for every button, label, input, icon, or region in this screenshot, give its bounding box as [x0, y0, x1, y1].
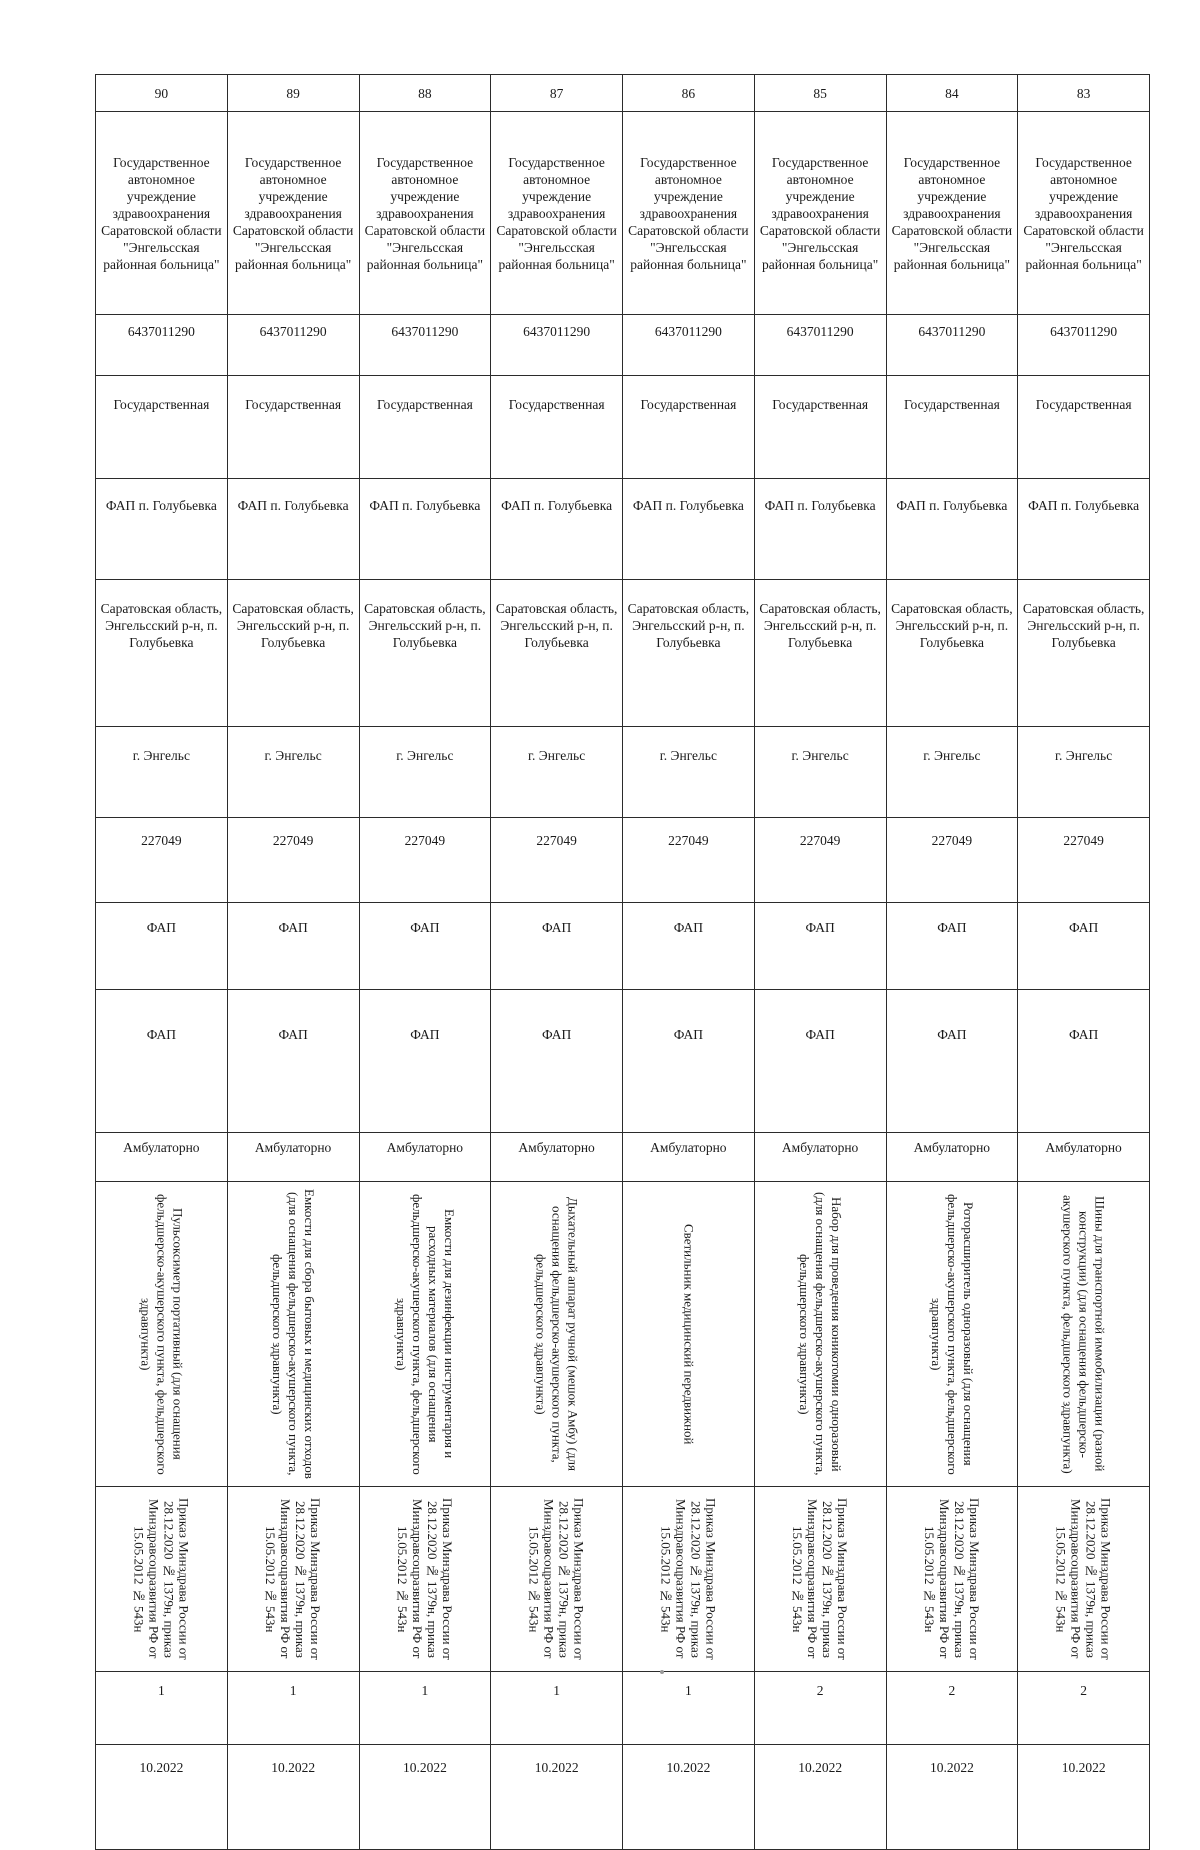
- date-text: 10.2022: [666, 1760, 711, 1775]
- legal-basis-text: Приказ Минздрава России от 28.12.2020 № 1379н, приказ Минздравсоцразвития РФ от 15.05.2012 № 543н: [263, 1498, 324, 1660]
- address-cell: [886, 580, 1018, 727]
- quantity-text: 1: [553, 1683, 560, 1698]
- code-cell: [623, 818, 755, 903]
- table-row: [96, 75, 1150, 112]
- equipment-name-cell: [96, 1182, 228, 1487]
- organization-text: Государственное автономное учреждение здравоохранения Саратовской области "Энгельсская районная больница": [101, 154, 222, 272]
- legal-basis-cell: [1018, 1487, 1150, 1672]
- inn-cell: [754, 315, 886, 376]
- row-number-text: 90: [154, 85, 169, 101]
- organization-text: Государственное автономное учреждение здравоохранения Саратовской области "Энгельсская районная больница": [628, 154, 749, 272]
- date-text: 10.2022: [139, 1760, 184, 1775]
- facility-text: ФАП п. Голубьевка: [632, 498, 744, 513]
- legal-basis-cell: [623, 1487, 755, 1672]
- unit-text: ФАП: [937, 1027, 967, 1042]
- facility-type-cell: [1018, 903, 1150, 990]
- organization-cell: [623, 112, 755, 315]
- unit-cell: [227, 990, 359, 1133]
- date-text: 10.2022: [1061, 1760, 1106, 1775]
- equipment-name-cell: [491, 1182, 623, 1487]
- city-cell: [491, 727, 623, 818]
- facility-text: ФАП п. Голубьевка: [105, 498, 217, 513]
- address-cell: [623, 580, 755, 727]
- equipment-name-cell: [1018, 1182, 1150, 1487]
- facility-text: ФАП п. Голубьевка: [369, 498, 481, 513]
- inn-text: 6437011290: [127, 324, 195, 339]
- legal-basis-text: Приказ Минздрава России от 28.12.2020 № 1379н, приказ Минздравсоцразвития РФ от 15.05.2012 № 543н: [921, 1498, 982, 1660]
- row-number-cell: [96, 75, 228, 112]
- ownership-text: Государственная: [508, 397, 605, 412]
- inn-text: 6437011290: [654, 324, 722, 339]
- care-mode-text: Амбулаторно: [386, 1140, 464, 1155]
- facility-text: ФАП п. Голубьевка: [237, 498, 349, 513]
- equipment-name-text: Роторасширитель одноразовый (для оснащения фельдшерско-акушерского пункта, фельдшерского здравпункта): [928, 1193, 976, 1475]
- row-number-cell: [886, 75, 1018, 112]
- facility-type-cell: [491, 903, 623, 990]
- table-row: [96, 818, 1150, 903]
- unit-cell: [1018, 990, 1150, 1133]
- address-text: Саратовская область, Энгельсский р-н, п. Голубьевка: [1022, 601, 1145, 650]
- code-cell: [886, 818, 1018, 903]
- table-row: [96, 479, 1150, 580]
- scanned-page: [95, 74, 1150, 1775]
- ownership-cell: [491, 376, 623, 479]
- legal-basis-text: Приказ Минздрава России от 28.12.2020 № 1379н, приказ Минздравсоцразвития РФ от 15.05.2012 № 543н: [1053, 1498, 1114, 1660]
- unit-cell: [359, 990, 491, 1133]
- date-cell: [96, 1745, 228, 1850]
- facility-type-text: ФАП: [278, 920, 308, 935]
- code-cell: [754, 818, 886, 903]
- facility-type-text: ФАП: [410, 920, 440, 935]
- date-cell: [754, 1745, 886, 1850]
- address-cell: [754, 580, 886, 727]
- code-text: 227049: [1063, 833, 1104, 848]
- code-text: 227049: [931, 833, 973, 848]
- city-cell: [886, 727, 1018, 818]
- address-cell: [227, 580, 359, 727]
- row-number-text: 85: [813, 85, 827, 101]
- quantity-text: 1: [685, 1683, 692, 1698]
- unit-text: ФАП: [410, 1027, 440, 1042]
- table-row: [96, 376, 1150, 479]
- equipment-table: [95, 74, 1150, 1850]
- address-text: Саратовская область, Энгельсский р-н, п. Голубьевка: [100, 601, 223, 650]
- date-cell: [1018, 1745, 1150, 1850]
- facility-type-text: ФАП: [937, 920, 967, 935]
- address-text: Саратовская область, Энгельсский р-н, п. Голубьевка: [627, 601, 750, 650]
- ownership-text: Государственная: [1035, 397, 1132, 412]
- code-text: 227049: [141, 833, 182, 848]
- facility-cell: [754, 479, 886, 580]
- quantity-cell: [491, 1672, 623, 1745]
- inn-text: 6437011290: [523, 324, 591, 339]
- city-cell: [1018, 727, 1150, 818]
- care-mode-cell: [359, 1133, 491, 1182]
- city-cell: [623, 727, 755, 818]
- facility-type-cell: [754, 903, 886, 990]
- table-row: [96, 903, 1150, 990]
- equipment-name-text: Емкости для дезинфекции инструментария и расходных материалов (для оснащения фельдшерско-акушерского пункта, фельдшерского здравпункта): [393, 1193, 457, 1475]
- date-text: 10.2022: [929, 1760, 974, 1775]
- inn-cell: [623, 315, 755, 376]
- quantity-text: 2: [816, 1683, 824, 1698]
- city-text: г. Энгельс: [132, 748, 190, 763]
- address-text: Саратовская область, Энгельсский р-н, п. Голубьевка: [759, 601, 881, 650]
- organization-text: Государственное автономное учреждение здравоохранения Саратовской области "Энгельсская районная больница": [232, 154, 354, 272]
- legal-basis-cell: [886, 1487, 1018, 1672]
- unit-cell: [491, 990, 623, 1133]
- address-text: Саратовская область, Энгельсский р-н, п. Голубьевка: [232, 601, 354, 650]
- legal-basis-text: Приказ Минздрава России от 28.12.2020 № 1379н, приказ Минздравсоцразвития РФ от 15.05.2012 № 543н: [658, 1498, 719, 1660]
- city-text: г. Энгельс: [923, 748, 981, 763]
- care-mode-cell: [1018, 1133, 1150, 1182]
- date-text: 10.2022: [271, 1760, 316, 1775]
- unit-cell: [96, 990, 228, 1133]
- care-mode-cell: [886, 1133, 1018, 1182]
- row-number-cell: [227, 75, 359, 112]
- ownership-text: Государственная: [772, 397, 869, 412]
- organization-cell: [754, 112, 886, 315]
- equipment-name-cell: [623, 1182, 755, 1487]
- organization-cell: [359, 112, 491, 315]
- row-number-text: 88: [418, 85, 432, 101]
- facility-type-text: ФАП: [146, 920, 177, 935]
- facility-cell: [623, 479, 755, 580]
- facility-cell: [227, 479, 359, 580]
- inn-cell: [359, 315, 491, 376]
- city-text: г. Энгельс: [396, 748, 454, 763]
- facility-cell: [886, 479, 1018, 580]
- organization-cell: [1018, 112, 1150, 315]
- row-number-text: 87: [549, 85, 564, 101]
- row-number-text: 84: [945, 85, 959, 101]
- unit-cell: [754, 990, 886, 1133]
- row-number-cell: [1018, 75, 1150, 112]
- care-mode-cell: [227, 1133, 359, 1182]
- equipment-name-cell: [754, 1182, 886, 1487]
- unit-text: ФАП: [673, 1027, 704, 1042]
- legal-basis-text: Приказ Минздрава России от 28.12.2020 № 1379н, приказ Минздравсоцразвития РФ от 15.05.2012 № 543н: [790, 1498, 851, 1660]
- unit-text: ФАП: [146, 1027, 177, 1042]
- quantity-cell: [623, 1672, 755, 1745]
- table-row: [96, 990, 1150, 1133]
- organization-text: Государственное автономное учреждение здравоохранения Саратовской области "Энгельсская районная больница": [496, 154, 617, 272]
- legal-basis-cell: [96, 1487, 228, 1672]
- table-row: [96, 315, 1150, 376]
- legal-basis-cell: [359, 1487, 491, 1672]
- ownership-cell: [359, 376, 491, 479]
- care-mode-cell: [754, 1133, 886, 1182]
- organization-cell: [886, 112, 1018, 315]
- inn-text: 6437011290: [918, 324, 986, 339]
- table-row: [96, 1487, 1150, 1672]
- inn-text: 6437011290: [1050, 324, 1118, 339]
- inn-text: 6437011290: [391, 324, 459, 339]
- address-text: Саратовская область, Энгельсский р-н, п. Голубьевка: [495, 601, 618, 650]
- date-cell: [886, 1745, 1018, 1850]
- facility-type-cell: [886, 903, 1018, 990]
- date-cell: [491, 1745, 623, 1850]
- code-cell: [227, 818, 359, 903]
- facility-cell: [96, 479, 228, 580]
- date-cell: [359, 1745, 491, 1850]
- unit-cell: [623, 990, 755, 1133]
- row-number-text: 86: [681, 85, 696, 101]
- legal-basis-text: Приказ Минздрава России от 28.12.2020 № 1379н, приказ Минздравсоцразвития РФ от 15.05.2012 № 543н: [526, 1498, 587, 1660]
- equipment-name-text: Набор для проведения коникотомии одноразовый (для оснащения фельдшерско-акушерского пункта, фельдшерского здравпункта): [797, 1192, 845, 1476]
- address-text: Саратовская область, Энгельсский р-н, п. Голубьевка: [891, 601, 1013, 650]
- facility-text: ФАП п. Голубьевка: [1028, 498, 1140, 513]
- care-mode-text: Амбулаторно: [913, 1140, 991, 1155]
- equipment-name-text: Пульсоксиметр портативный (для оснащения фельдшерско-акушерского пункта, фельдшерского здравпункта): [138, 1193, 186, 1475]
- quantity-cell: [1018, 1672, 1150, 1745]
- scan-speck: [660, 1670, 664, 1674]
- care-mode-text: Амбулаторно: [123, 1140, 200, 1155]
- inn-text: 6437011290: [259, 324, 327, 339]
- ownership-cell: [227, 376, 359, 479]
- quantity-text: 2: [1080, 1683, 1087, 1698]
- care-mode-text: Амбулаторно: [781, 1140, 859, 1155]
- code-text: 227049: [536, 833, 577, 848]
- facility-type-text: ФАП: [805, 920, 835, 935]
- organization-cell: [227, 112, 359, 315]
- ownership-text: Государственная: [376, 397, 473, 412]
- city-cell: [227, 727, 359, 818]
- legal-basis-cell: [754, 1487, 886, 1672]
- organization-text: Государственное автономное учреждение здравоохранения Саратовской области "Энгельсская районная больница": [1023, 154, 1144, 272]
- ownership-text: Государственная: [640, 397, 737, 412]
- row-number-cell: [623, 75, 755, 112]
- unit-text: ФАП: [541, 1027, 572, 1042]
- address-cell: [1018, 580, 1150, 727]
- facility-text: ФАП п. Голубьевка: [764, 498, 876, 513]
- row-number-cell: [359, 75, 491, 112]
- row-number-text: 89: [286, 85, 300, 101]
- table-row: [96, 1672, 1150, 1745]
- organization-text: Государственное автономное учреждение здравоохранения Саратовской области "Энгельсская районная больница": [891, 154, 1013, 272]
- inn-cell: [227, 315, 359, 376]
- date-text: 10.2022: [534, 1760, 579, 1775]
- table-row: [96, 1745, 1150, 1850]
- address-text: Саратовская область, Энгельсский р-н, п. Голубьевка: [364, 601, 486, 650]
- quantity-cell: [359, 1672, 491, 1745]
- inn-cell: [96, 315, 228, 376]
- quantity-cell: [886, 1672, 1018, 1745]
- code-cell: [1018, 818, 1150, 903]
- date-text: 10.2022: [798, 1760, 843, 1775]
- unit-text: ФАП: [278, 1027, 308, 1042]
- equipment-name-cell: [227, 1182, 359, 1487]
- legal-basis-cell: [227, 1487, 359, 1672]
- ownership-text: Государственная: [245, 397, 342, 412]
- ownership-cell: [623, 376, 755, 479]
- facility-cell: [359, 479, 491, 580]
- inn-text: 6437011290: [786, 324, 854, 339]
- facility-type-cell: [623, 903, 755, 990]
- city-cell: [754, 727, 886, 818]
- code-cell: [359, 818, 491, 903]
- city-cell: [96, 727, 228, 818]
- quantity-cell: [96, 1672, 228, 1745]
- equipment-name-text: Шины для транспортной иммобилизации (разной конструкции) (для оснащения фельдшерско-акушерского пункта, фельдшерского здравпункта): [1060, 1194, 1108, 1474]
- date-text: 10.2022: [402, 1760, 447, 1775]
- care-mode-text: Амбулаторно: [650, 1140, 727, 1155]
- city-cell: [359, 727, 491, 818]
- city-text: г. Энгельс: [528, 748, 586, 763]
- unit-cell: [886, 990, 1018, 1133]
- code-text: 227049: [799, 833, 841, 848]
- table-row: [96, 580, 1150, 727]
- facility-type-text: ФАП: [541, 920, 572, 935]
- legal-basis-text: Приказ Минздрава России от 28.12.2020 № 1379н, приказ Минздравсоцразвития РФ от 15.05.2012 № 543н: [394, 1498, 455, 1660]
- code-cell: [491, 818, 623, 903]
- inn-cell: [1018, 315, 1150, 376]
- quantity-text: 1: [289, 1683, 297, 1698]
- equipment-name-text: Дыхательный аппарат ручной (мешок Амбу) (для оснащения фельдшерско-акушерского пункта, фельдшерского здравпункта): [533, 1197, 581, 1471]
- equipment-name-cell: [359, 1182, 491, 1487]
- legal-basis-text: Приказ Минздрава России от 28.12.2020 № 1379н, приказ Минздравсоцразвития РФ от 15.05.2012 № 543н: [131, 1498, 192, 1660]
- organization-cell: [96, 112, 228, 315]
- organization-text: Государственное автономное учреждение здравоохранения Саратовской области "Энгельсская районная больница": [364, 154, 486, 272]
- quantity-text: 2: [948, 1683, 956, 1698]
- inn-cell: [491, 315, 623, 376]
- code-text: 227049: [668, 833, 709, 848]
- equipment-name-text: Емкости для сбора бытовых и медицинских отходов (для оснащения фельдшерско-акушерского пункта, фельдшерского здравпункта): [270, 1189, 318, 1479]
- code-text: 227049: [404, 833, 446, 848]
- ownership-cell: [754, 376, 886, 479]
- address-cell: [491, 580, 623, 727]
- quantity-cell: [754, 1672, 886, 1745]
- facility-type-cell: [227, 903, 359, 990]
- quantity-cell: [227, 1672, 359, 1745]
- equipment-name-cell: [886, 1182, 1018, 1487]
- address-cell: [359, 580, 491, 727]
- care-mode-text: Амбулаторно: [254, 1140, 332, 1155]
- organization-text: Государственное автономное учреждение здравоохранения Саратовской области "Энгельсская районная больница": [759, 154, 881, 272]
- code-text: 227049: [272, 833, 314, 848]
- facility-type-text: ФАП: [673, 920, 704, 935]
- equipment-name-text: Светильник медицинский передвижной: [681, 1223, 697, 1445]
- organization-cell: [491, 112, 623, 315]
- row-number-text: 83: [1076, 85, 1091, 101]
- facility-type-text: ФАП: [1068, 920, 1099, 935]
- city-text: г. Энгельс: [1055, 748, 1113, 763]
- ownership-cell: [886, 376, 1018, 479]
- date-cell: [623, 1745, 755, 1850]
- ownership-cell: [1018, 376, 1150, 479]
- inn-cell: [886, 315, 1018, 376]
- table-row: [96, 1133, 1150, 1182]
- quantity-text: 1: [158, 1683, 165, 1698]
- city-text: г. Энгельс: [264, 748, 322, 763]
- ownership-text: Государственная: [903, 397, 1000, 412]
- facility-cell: [1018, 479, 1150, 580]
- care-mode-cell: [491, 1133, 623, 1182]
- code-cell: [96, 818, 228, 903]
- facility-cell: [491, 479, 623, 580]
- facility-type-cell: [359, 903, 491, 990]
- city-text: г. Энгельс: [791, 748, 849, 763]
- care-mode-text: Амбулаторно: [518, 1140, 595, 1155]
- row-number-cell: [754, 75, 886, 112]
- care-mode-cell: [96, 1133, 228, 1182]
- unit-text: ФАП: [805, 1027, 835, 1042]
- care-mode-text: Амбулаторно: [1045, 1140, 1122, 1155]
- row-number-cell: [491, 75, 623, 112]
- table-row: [96, 727, 1150, 818]
- facility-type-cell: [96, 903, 228, 990]
- quantity-text: 1: [421, 1683, 429, 1698]
- ownership-text: Государственная: [113, 397, 210, 412]
- table-row: [96, 112, 1150, 315]
- care-mode-cell: [623, 1133, 755, 1182]
- table-row: [96, 1182, 1150, 1487]
- ownership-cell: [96, 376, 228, 479]
- legal-basis-cell: [491, 1487, 623, 1672]
- address-cell: [96, 580, 228, 727]
- date-cell: [227, 1745, 359, 1850]
- city-text: г. Энгельс: [659, 748, 717, 763]
- facility-text: ФАП п. Голубьевка: [896, 498, 1008, 513]
- unit-text: ФАП: [1068, 1027, 1099, 1042]
- facility-text: ФАП п. Голубьевка: [501, 498, 613, 513]
